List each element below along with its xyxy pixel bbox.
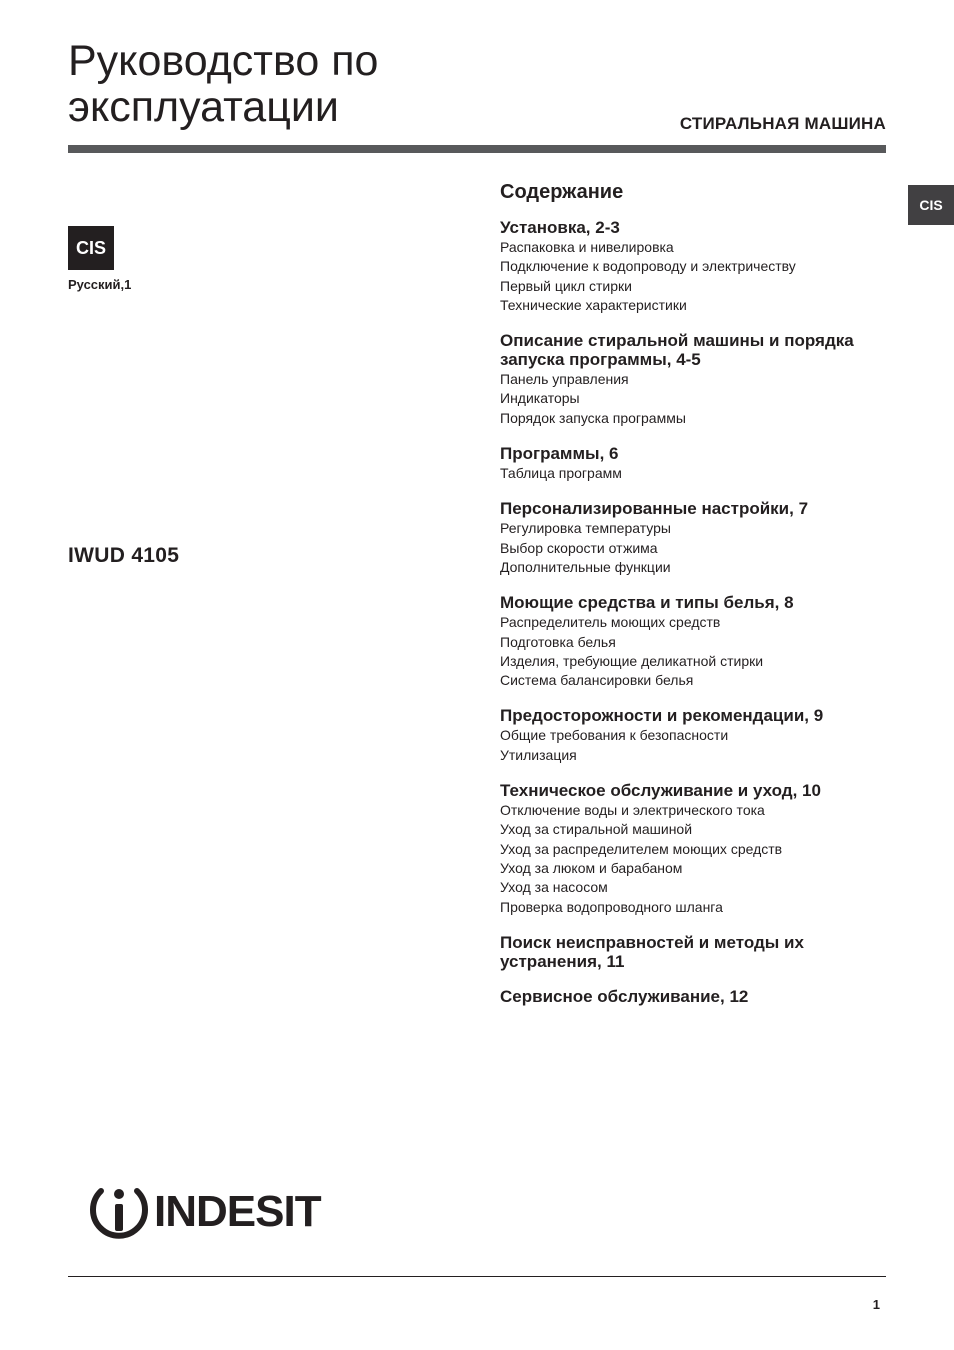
- toc-section: [500, 933, 890, 971]
- footer-divider: [68, 1276, 886, 1277]
- toc-section-item: Подключение к водопроводу и электричеству: [500, 258, 796, 275]
- language-side-tab: CIS: [908, 185, 954, 225]
- toc-section-item: Уход за люком и барабаном: [500, 859, 683, 876]
- toc-section-item: Выбор скорости отжима: [500, 539, 658, 556]
- document-type: СТИРАЛЬНАЯ МАШИНА: [679, 114, 886, 133]
- toc-section-item: Подготовка белья: [500, 633, 616, 650]
- toc-section-item: Первый цикл стирки: [500, 277, 632, 294]
- toc-section-title: Техническое обслуживание и уход, 10: [500, 781, 821, 801]
- toc-section-item: Уход за распределителем моющих средств: [500, 840, 783, 857]
- toc-section-title: Установка, 2-3: [500, 218, 620, 237]
- toc-section-item: Дополнительные функции: [500, 558, 671, 575]
- toc-section-title: Поиск неисправностей и методы их устранения, 11: [500, 932, 804, 971]
- toc-section: [500, 987, 890, 1006]
- toc-sections: [500, 218, 890, 1006]
- brand-logo: [88, 1180, 321, 1244]
- toc-section: [500, 499, 890, 577]
- toc-section-item: Порядок запуска программы: [500, 409, 686, 426]
- toc-section-item: Таблица программ: [500, 465, 622, 482]
- toc-section-item: Уход за насосом: [500, 879, 608, 896]
- model-name: IWUD 4105: [68, 544, 180, 567]
- toc-section-item: Система балансировки белья: [500, 672, 694, 689]
- indesit-logo-icon: [88, 1181, 150, 1243]
- toc-section: [500, 781, 890, 917]
- toc-section-item: Отключение воды и электрического тока: [500, 802, 765, 819]
- toc-section-item: Регулировка температуры: [500, 520, 671, 537]
- toc-section-title: Моющие средства и типы белья, 8: [500, 593, 794, 613]
- toc-section: [500, 706, 890, 765]
- toc-section-item: Утилизация: [500, 746, 577, 763]
- page-number: 1: [872, 1297, 880, 1312]
- toc-section-item: Распаковка и нивелировка: [500, 239, 674, 255]
- toc-section: [500, 444, 890, 483]
- toc-section-title: Сервисное обслуживание, 12: [500, 986, 749, 1006]
- toc-section-item: Изделия, требующие деликатной стирки: [500, 652, 764, 669]
- page-title-line2: эксплуатации: [68, 83, 339, 131]
- toc-section-item: Индикаторы: [500, 390, 580, 407]
- toc-section-item: Уход за стиральной машиной: [500, 821, 693, 838]
- toc-section: [500, 593, 890, 690]
- page-title-line1: Руководство по: [68, 37, 379, 85]
- toc-section: [500, 218, 890, 315]
- brand-logo-text: INDESIT: [154, 1187, 321, 1236]
- toc-section-title: Описание стиральной машины и порядка запуска программы, 4-5: [500, 331, 854, 370]
- toc-section-title: Программы, 6: [500, 444, 619, 464]
- language-entry: Русский,1: [68, 277, 132, 292]
- toc-section-item: Общие требования к безопасности: [500, 727, 729, 744]
- toc-section-item: Панель управления: [500, 371, 629, 388]
- toc-section: [500, 331, 890, 428]
- page-title: [68, 38, 378, 130]
- toc-section-title: Предосторожности и рекомендации, 9: [500, 706, 824, 726]
- toc-section-title: Персонализированные настройки, 7: [500, 499, 809, 519]
- toc-section-item: Распределитель моющих средств: [500, 614, 721, 631]
- toc-section-item: Проверка водопроводного шланга: [500, 898, 723, 915]
- table-of-contents: [500, 180, 890, 1022]
- toc-title: Содержание: [500, 181, 624, 203]
- header-divider: [68, 145, 886, 153]
- language-badge: CIS: [68, 226, 114, 270]
- toc-section-item: Технические характеристики: [500, 296, 687, 313]
